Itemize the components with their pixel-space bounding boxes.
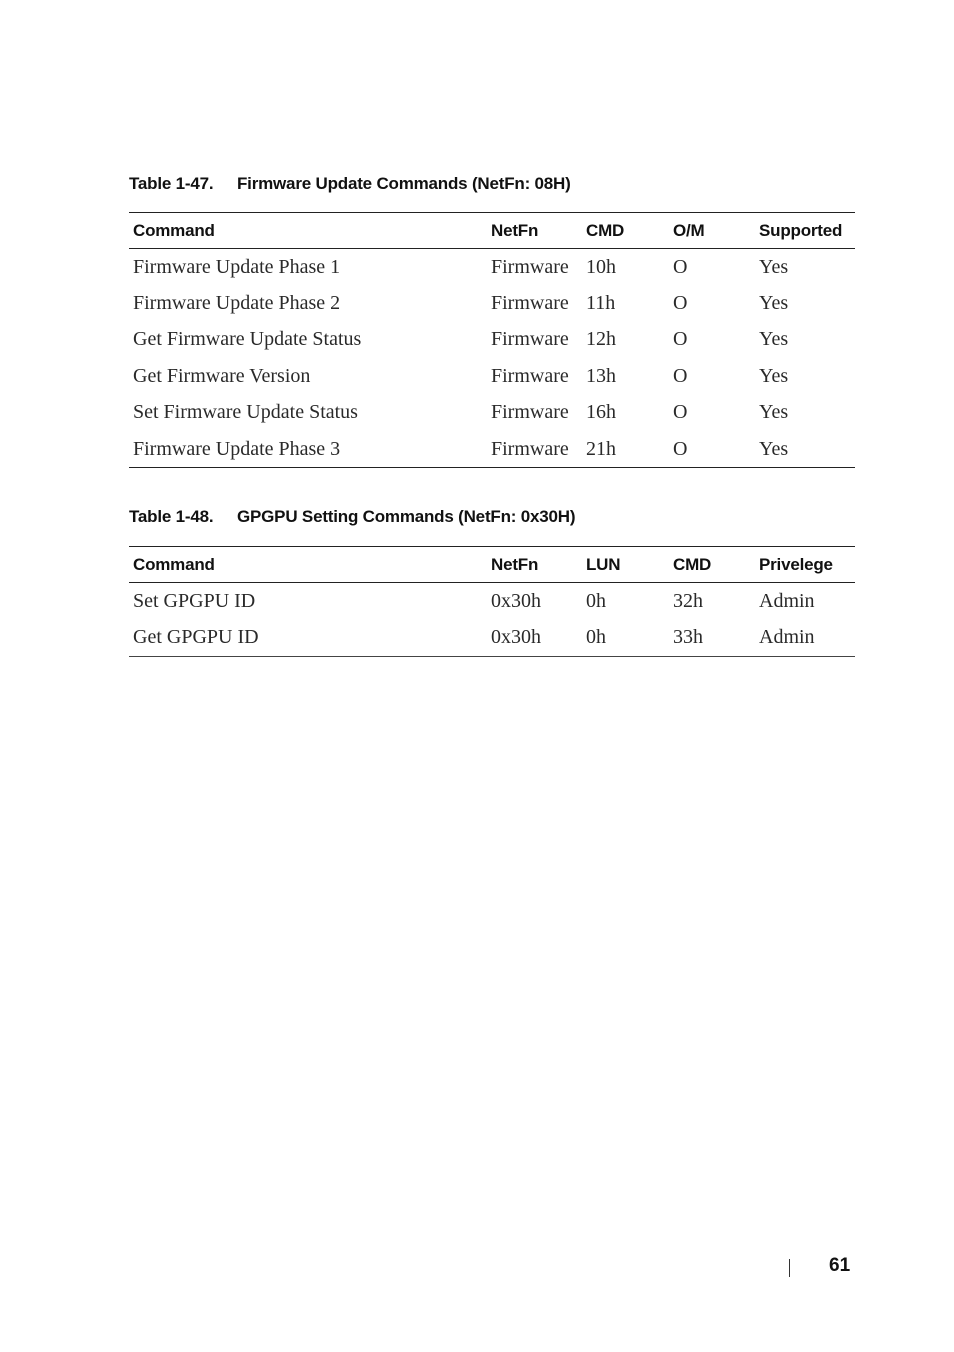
cell-lun: 0h (586, 589, 606, 612)
firmware-update-commands-table (129, 212, 855, 468)
table-header-row (129, 547, 855, 583)
col-header-command: Command (129, 547, 487, 583)
cell-om: O (673, 328, 688, 351)
cell-cmd: 12h (586, 328, 616, 351)
cell-privilege: Admin (759, 589, 815, 612)
cell-supported: Yes (759, 401, 789, 424)
cell-command: Set Firmware Update Status (133, 401, 358, 424)
cell-netfn: Firmware (491, 292, 569, 315)
cell-supported: Yes (755, 431, 855, 468)
cell-cmd: 11h (586, 292, 616, 315)
cell-netfn: Firmware (487, 431, 582, 468)
cell-command: Firmware Update Phase 1 (133, 255, 341, 278)
cell-om: O (673, 292, 688, 315)
cell-command: Set GPGPU ID (133, 589, 256, 612)
table-row (129, 249, 855, 286)
cell-netfn: Firmware (491, 401, 569, 424)
table1-caption (129, 174, 571, 194)
table-header-row (129, 213, 855, 249)
cell-lun: 0h (582, 619, 669, 656)
table2-title: GPGPU Setting Commands (NetFn: 0x30H) (237, 507, 576, 526)
cell-om: O (673, 401, 688, 424)
table-row (129, 322, 855, 358)
footer-divider (789, 1259, 790, 1277)
table-row (129, 358, 855, 394)
col-header-cmd: CMD (669, 547, 755, 583)
page-number: 61 (829, 1255, 851, 1276)
cell-cmd: 21h (582, 431, 669, 468)
cell-netfn: Firmware (491, 364, 569, 387)
cell-privilege: Admin (755, 619, 855, 656)
cell-supported: Yes (759, 328, 789, 351)
cell-command: Firmware Update Phase 2 (133, 292, 341, 315)
cell-command: Get GPGPU ID (129, 619, 487, 656)
col-header-cmd: CMD (582, 213, 669, 249)
cell-supported: Yes (759, 255, 789, 278)
table-row (129, 583, 855, 620)
gpgpu-setting-commands-table (129, 546, 855, 657)
table1-title: Firmware Update Commands (NetFn: 08H) (237, 174, 571, 193)
cell-command: Get Firmware Update Status (133, 328, 362, 351)
cell-netfn: Firmware (491, 328, 569, 351)
cell-om: O (673, 255, 688, 278)
cell-cmd: 10h (586, 255, 616, 278)
table-row (129, 431, 855, 468)
cell-supported: Yes (759, 364, 789, 387)
cell-command: Get Firmware Version (133, 364, 311, 387)
table1-number: Table 1-47. (129, 174, 214, 193)
cell-om: O (669, 431, 755, 468)
cell-supported: Yes (759, 292, 789, 315)
cell-command: Firmware Update Phase 3 (129, 431, 487, 468)
col-header-command: Command (129, 213, 487, 249)
cell-cmd: 13h (586, 364, 616, 387)
col-header-privilege: Privelege (755, 547, 855, 583)
table2-number: Table 1-48. (129, 507, 214, 526)
cell-om: O (673, 364, 688, 387)
cell-netfn: 0x30h (487, 619, 582, 656)
cell-cmd: 33h (669, 619, 755, 656)
col-header-om: O/M (669, 213, 755, 249)
cell-cmd: 16h (586, 401, 616, 424)
table2-caption (129, 507, 575, 527)
col-header-supported: Supported (755, 213, 855, 249)
cell-netfn: 0x30h (491, 589, 541, 612)
cell-netfn: Firmware (491, 255, 569, 278)
col-header-netfn: NetFn (487, 213, 582, 249)
table-row (129, 395, 855, 431)
table-row (129, 619, 855, 656)
cell-cmd: 32h (673, 589, 703, 612)
col-header-lun: LUN (582, 547, 669, 583)
col-header-netfn: NetFn (487, 547, 582, 583)
table-row (129, 285, 855, 321)
